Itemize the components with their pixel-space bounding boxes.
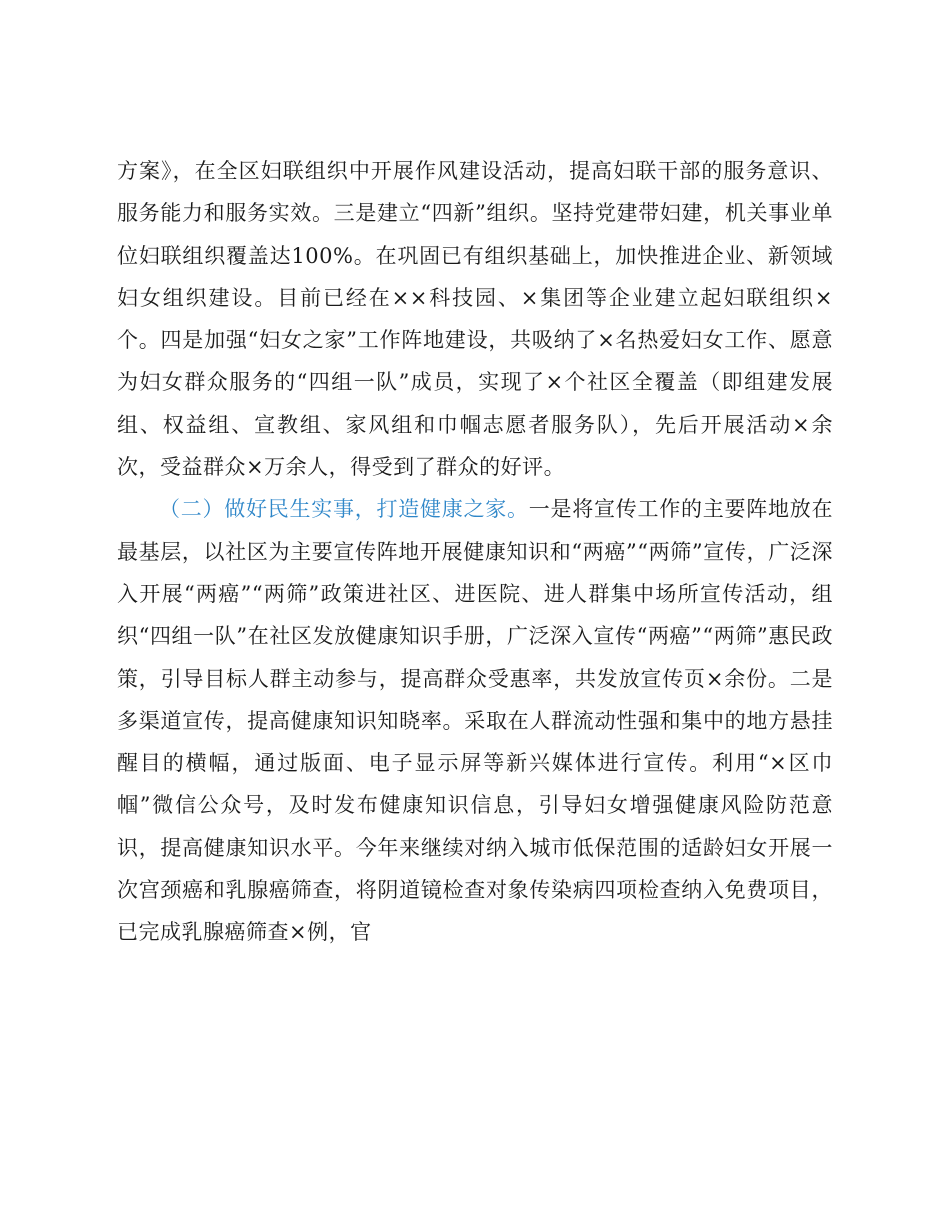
section-heading-inline: （二）做好民生实事，打造健康之家。 <box>159 497 529 522</box>
paragraph-continuation: 方案》，在全区妇联组织中开展作风建设活动，提高妇联干部的服务意识、服务能力和服务实效。三是建立“四新”组织。坚持党建带妇建，机关事业单位妇联组织覆盖达100%。在巩固已有组织基础上，加快推进企业、新领域妇女组织建设。目前已经在××科技园、×集团等企业建立起妇联组织×个。四是加强“妇女之家”工作阵地建设，共吸纳了×名热爱妇女工作、愿意为妇女群众服务的“四组一队”成员，实现了×个社区全覆盖（即组建发展组、权益组、宣教组、家风组和巾帼志愿者服务队），先后开展活动×余次，受益群众×万余人，得受到了群众的好评。 <box>117 159 833 480</box>
document-page <box>117 150 833 954</box>
paragraph-body: 一是将宣传工作的主要阵地放在最基层，以社区为主要宣传阵地开展健康知识和“两癌”“两筛”宣传，广泛深入开展“两癌”“两筛”政策进社区、进医院、进人群集中场所宣传活动，组织“四组一队”在社区发放健康知识手册，广泛深入宣传“两癌”“两筛”惠民政策，引导目标人群主动参与，提高群众受惠率，共发放宣传页×余份。二是多渠道宣传，提高健康知识知晓率。采取在人群流动性强和集中的地方悬挂醒目的横幅，通过版面、电子显示屏等新兴媒体进行宣传。利用“×区巾帼”微信公众号，及时发布健康知识信息，引导妇女增强健康风险防范意识，提高健康知识水平。今年来继续对纳入城市低保范围的适龄妇女开展一次宫颈癌和乳腺癌筛查，将阴道镜检查对象传染病四项检查纳入免费项目，已完成乳腺癌筛查×例，官 <box>117 497 833 945</box>
paragraph-health <box>117 488 833 953</box>
